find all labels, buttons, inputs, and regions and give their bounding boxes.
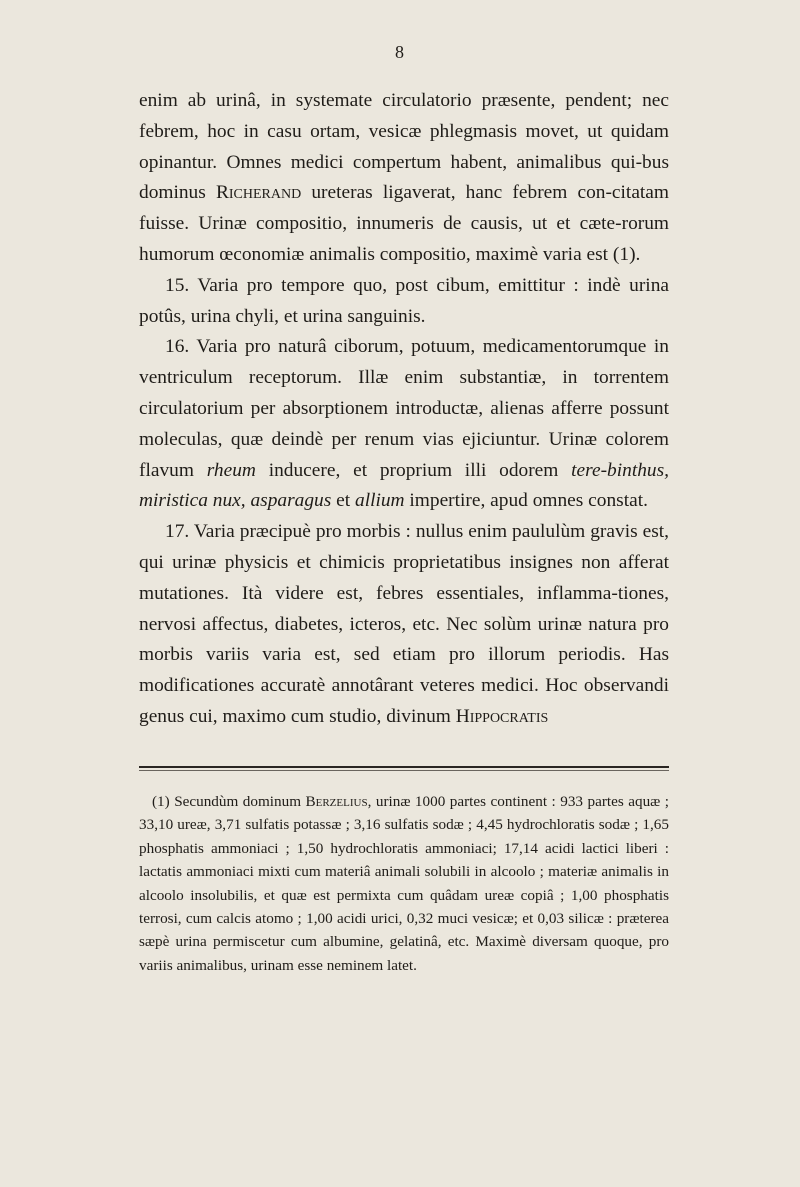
- main-text: [139, 86, 669, 733]
- paragraph-17: [139, 517, 669, 733]
- paragraph-text: enim ab urinâ, in systemate circulatorio præsente, pendent; nec febrem, hoc in casu ortam, vesicæ phlegmasis movet, ut quidam opinantur. Omnes medici compertum habent, animalibus qui-bus dominus: [139, 90, 669, 204]
- paragraph-15: 15. Varia pro tempore quo, post cibum, emittitur : indè urina potûs, urina chyli, et urina sanguinis.: [139, 274, 669, 327]
- author-name-richerand: Richerand: [215, 182, 302, 204]
- footnote: [139, 790, 669, 977]
- footnote-divider: [139, 766, 669, 768]
- paragraph-text: 17. Varia præcipuè pro morbis : nullus enim paululùm gravis est, qui urinæ physicis et chimicis proprietatibus insignes non afferat mutationes. Ità videre est, febres essentiales, inflamma-tiones, nervosi affectus, diabetes, icteros, etc. Nec solùm urinæ natura pro morbis variis varia est, sed etiam pro illorum periodis. Has modificationes accuratè annotârant veteres medici. Hoc observandi genus cui, maximo cum studio, divinum: [139, 521, 669, 727]
- author-name-berzelius: Berzelius: [305, 793, 368, 810]
- italic-term: tere-binthus, miristica nux, asparagus: [139, 459, 670, 512]
- paragraph-continued: [139, 86, 669, 271]
- paragraph-text: impertire, apud omnes constat.: [404, 490, 648, 512]
- footnote-part: , urinæ 1000 partes continent : 933 partes aquæ ; 33,10 ureæ, 3,71 sulfatis potassæ ; 3,16 sulfatis sodæ ; 4,45 hydrochloratis sodæ ; 1,65 phosphatis ammoniaci ; 1,50 hydrochloratis ammoniaci; 17,14 acidi lactici liberi : lactatis ammoniaci mixti cum materiâ animali solubili in alcoolo ; materiæ animalis in alcoolo insolubilis, et quæ est permixta cum quâdam ureæ copiâ ; 1,00 phosphatis terrosi, cum calcis atomo ; 1,00 acidi urici, 0,32 muci vesicæ; et 0,03 silicæ : præterea sæpè urina permiscetur cum albumine, gelatinâ, etc. Maximè diversam quoque, pro variis animalibus, urinam esse neminem latet.: [139, 793, 670, 974]
- page-number: 8: [395, 42, 405, 62]
- author-name-hippocratis: Hippocratis: [455, 705, 549, 727]
- footnote-part: (1) Secundùm dominum: [152, 793, 306, 810]
- paragraph-16: [139, 332, 669, 517]
- paragraph-text: et: [331, 490, 355, 512]
- italic-term: rheum: [206, 459, 256, 481]
- paragraph-text: inducere, et proprium illi odorem: [255, 459, 572, 481]
- paragraph-text: 16. Varia pro naturâ ciborum, potuum, medicamentorumque in ventriculum receptorum. Illæ enim substantiæ, in torrentem circulatorium per absorptionem introductæ, alienas afferre possunt moleculas, quæ deindè per renum vias ejiciuntur. Urinæ colorem flavum: [139, 336, 669, 481]
- italic-term: allium: [355, 490, 405, 512]
- paragraph-text: ureteras ligaverat, hanc febrem con-citatam fuisse. Urinæ compositio, innumeris de causis, ut et cæte-rorum humorum œconomiæ animalis compositio, maximè varia est (1).: [139, 182, 669, 265]
- footnote-text: [139, 790, 669, 977]
